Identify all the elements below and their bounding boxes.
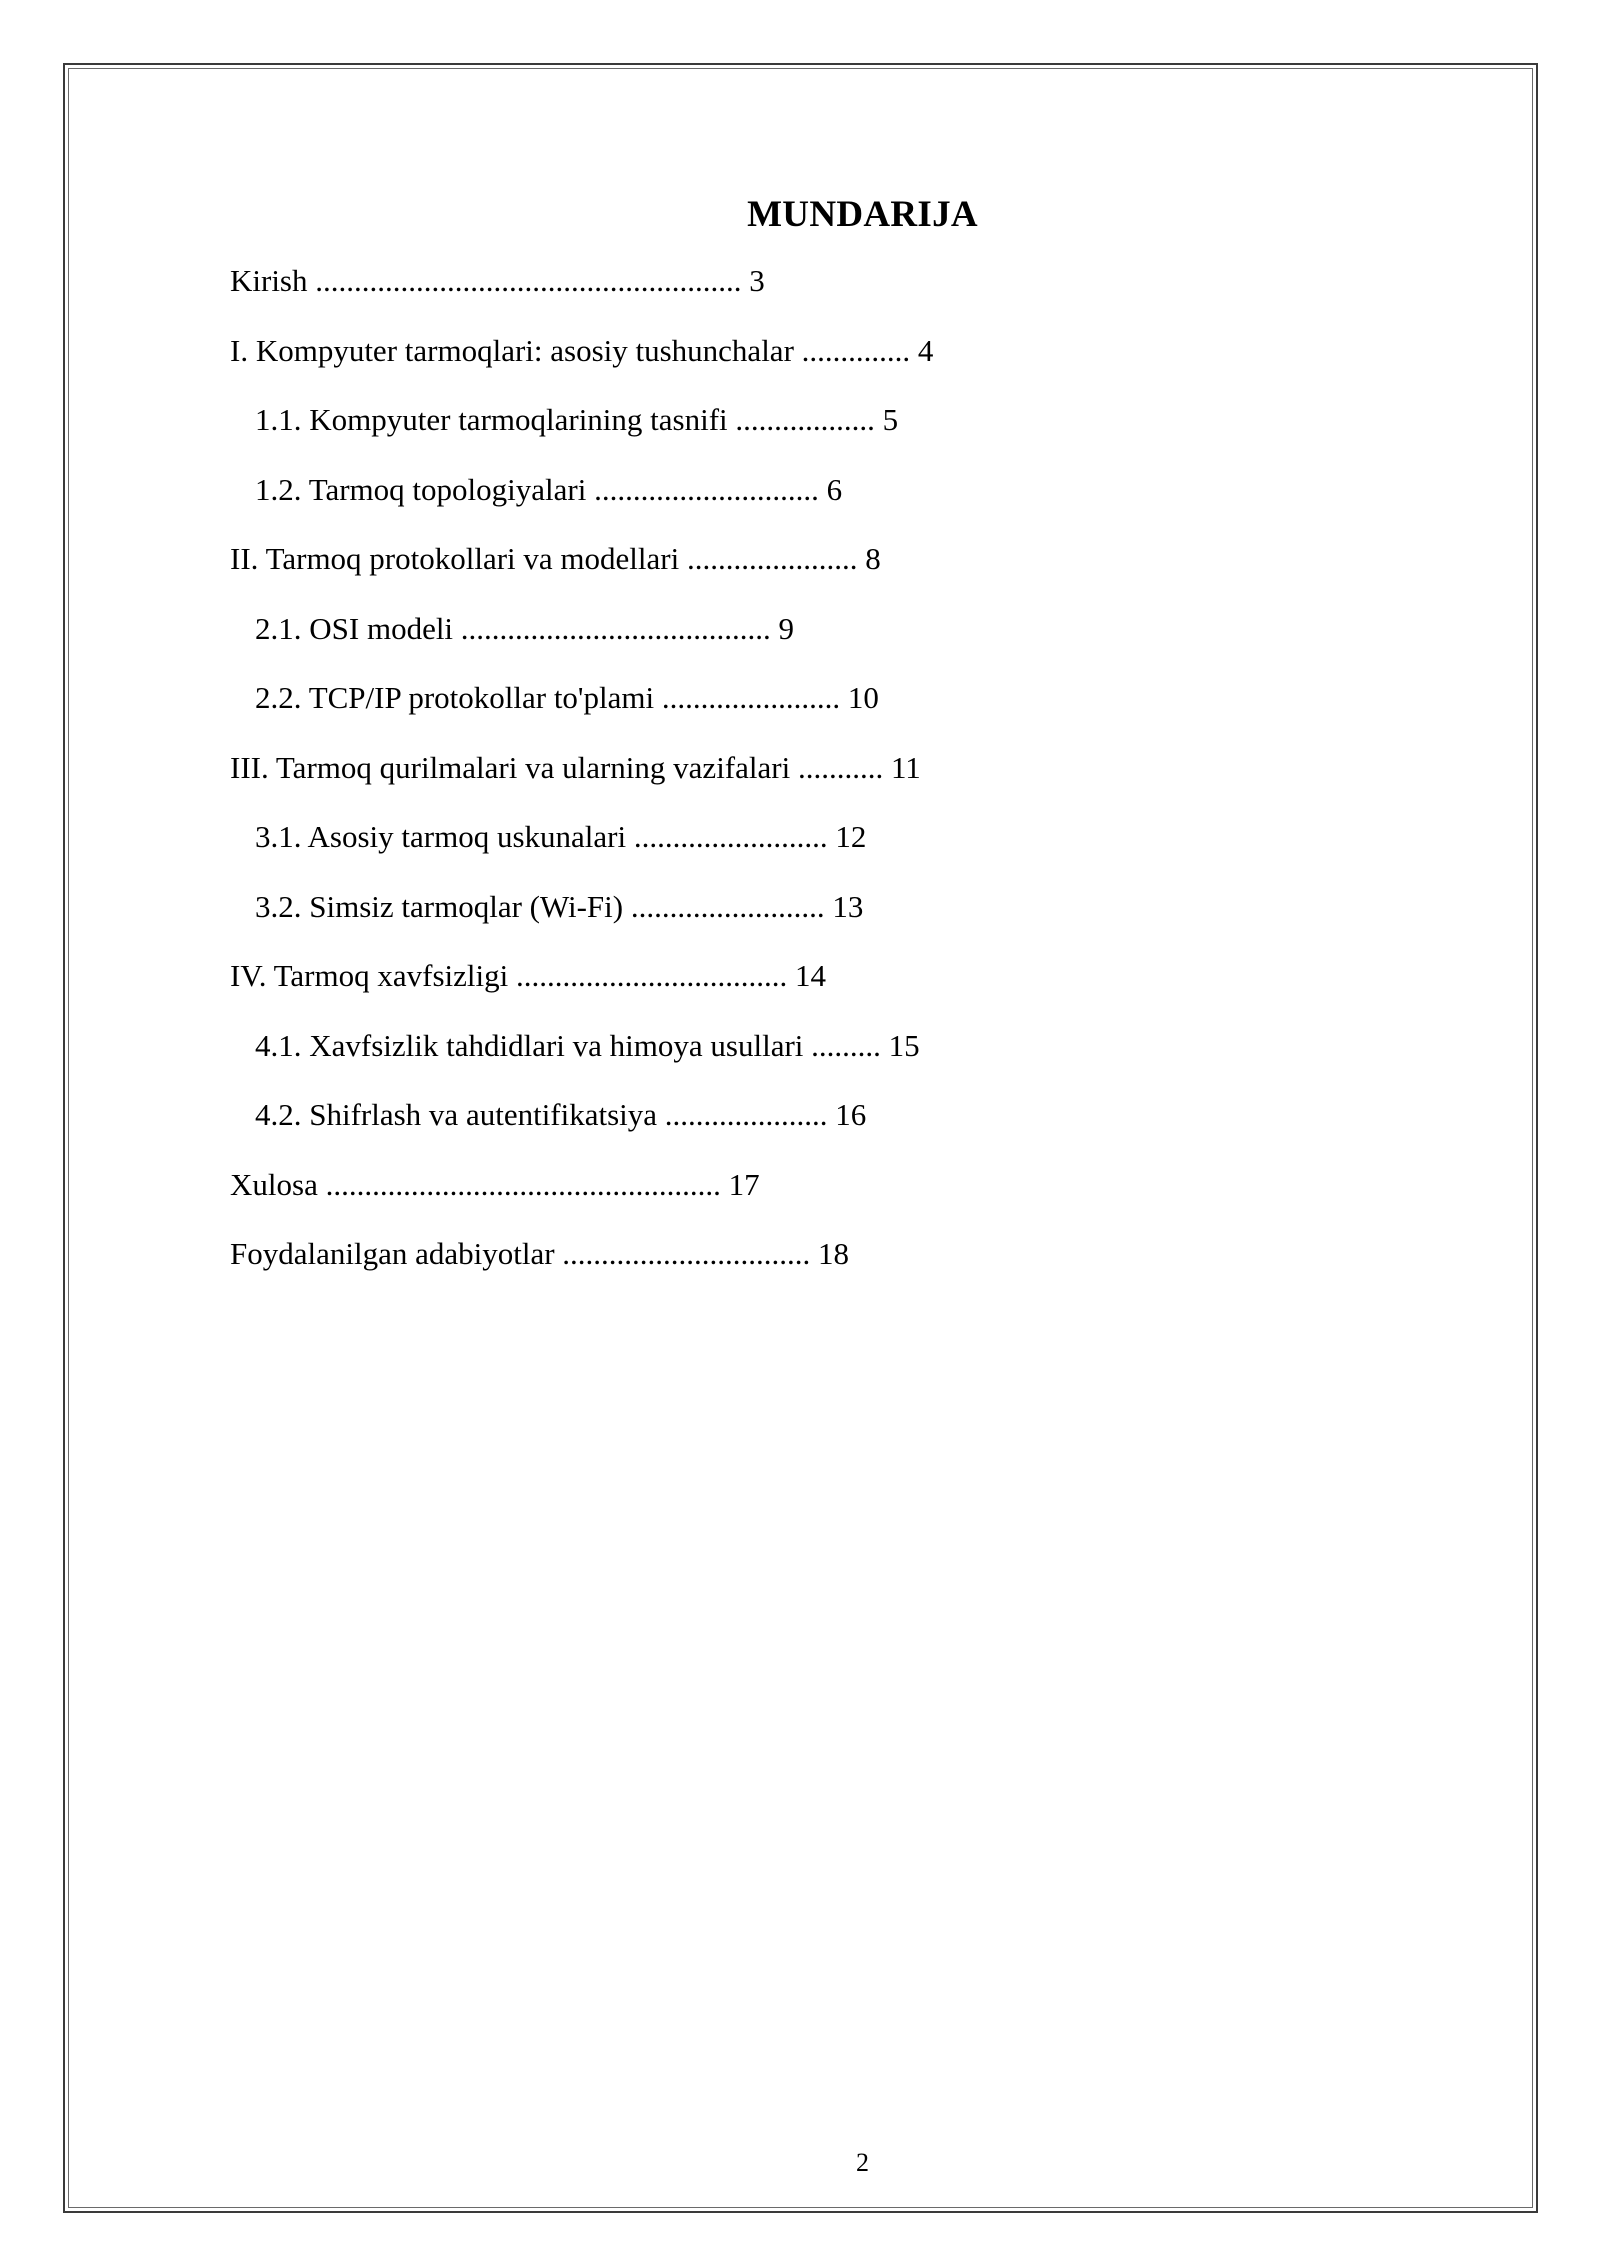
toc-entry-section-4-2: 4.2. Shifrlash va autentifikatsiya ..................... 16: [255, 1097, 867, 1132]
toc-entry-section-1-1: 1.1. Kompyuter tarmoqlarining tasnifi .................. 5: [255, 402, 899, 437]
toc-title: MUNDARIJA: [747, 194, 978, 235]
toc-entry-chapter-1: I. Kompyuter tarmoqlari: asosiy tushunchalar .............. 4: [230, 332, 934, 368]
toc-entry-section-2-1: 2.1. OSI modeli ........................................ 9: [255, 610, 795, 646]
toc-entry-chapter-4: IV. Tarmoq xavfsizligi ................................... 14: [230, 958, 826, 993]
table-of-contents: [230, 256, 933, 1299]
toc-entry-section-1-2: 1.2. Tarmoq topologiyalari ............................. 6: [255, 471, 843, 507]
toc-entry-section-3-1: 3.1. Asosiy tarmoq uskunalari ......................... 12: [255, 819, 867, 854]
toc-entry-chapter-3: III. Tarmoq qurilmalari va ularning vazifalari ........... 11: [230, 749, 921, 785]
toc-entry-section-3-2: 3.2. Simsiz tarmoqlar (Wi-Fi) ......................... 13: [255, 888, 864, 924]
toc-entry-kirish: Kirish ....................................................... 3: [230, 263, 765, 298]
toc-entry-references: Foydalanilgan adabiyotlar ................................ 18: [230, 1236, 850, 1271]
toc-entry-xulosa: Xulosa ................................................... 17: [230, 1166, 760, 1202]
toc-entry-chapter-2: II. Tarmoq protokollari va modellari ...................... 8: [230, 541, 881, 576]
toc-entry-section-4-1: 4.1. Xavfsizlik tahdidlari va himoya usullari ......... 15: [255, 1027, 920, 1063]
toc-entry-section-2-2: 2.2. TCP/IP protokollar to'plami ....................... 10: [255, 680, 879, 715]
page-number: 2: [856, 2148, 869, 2177]
